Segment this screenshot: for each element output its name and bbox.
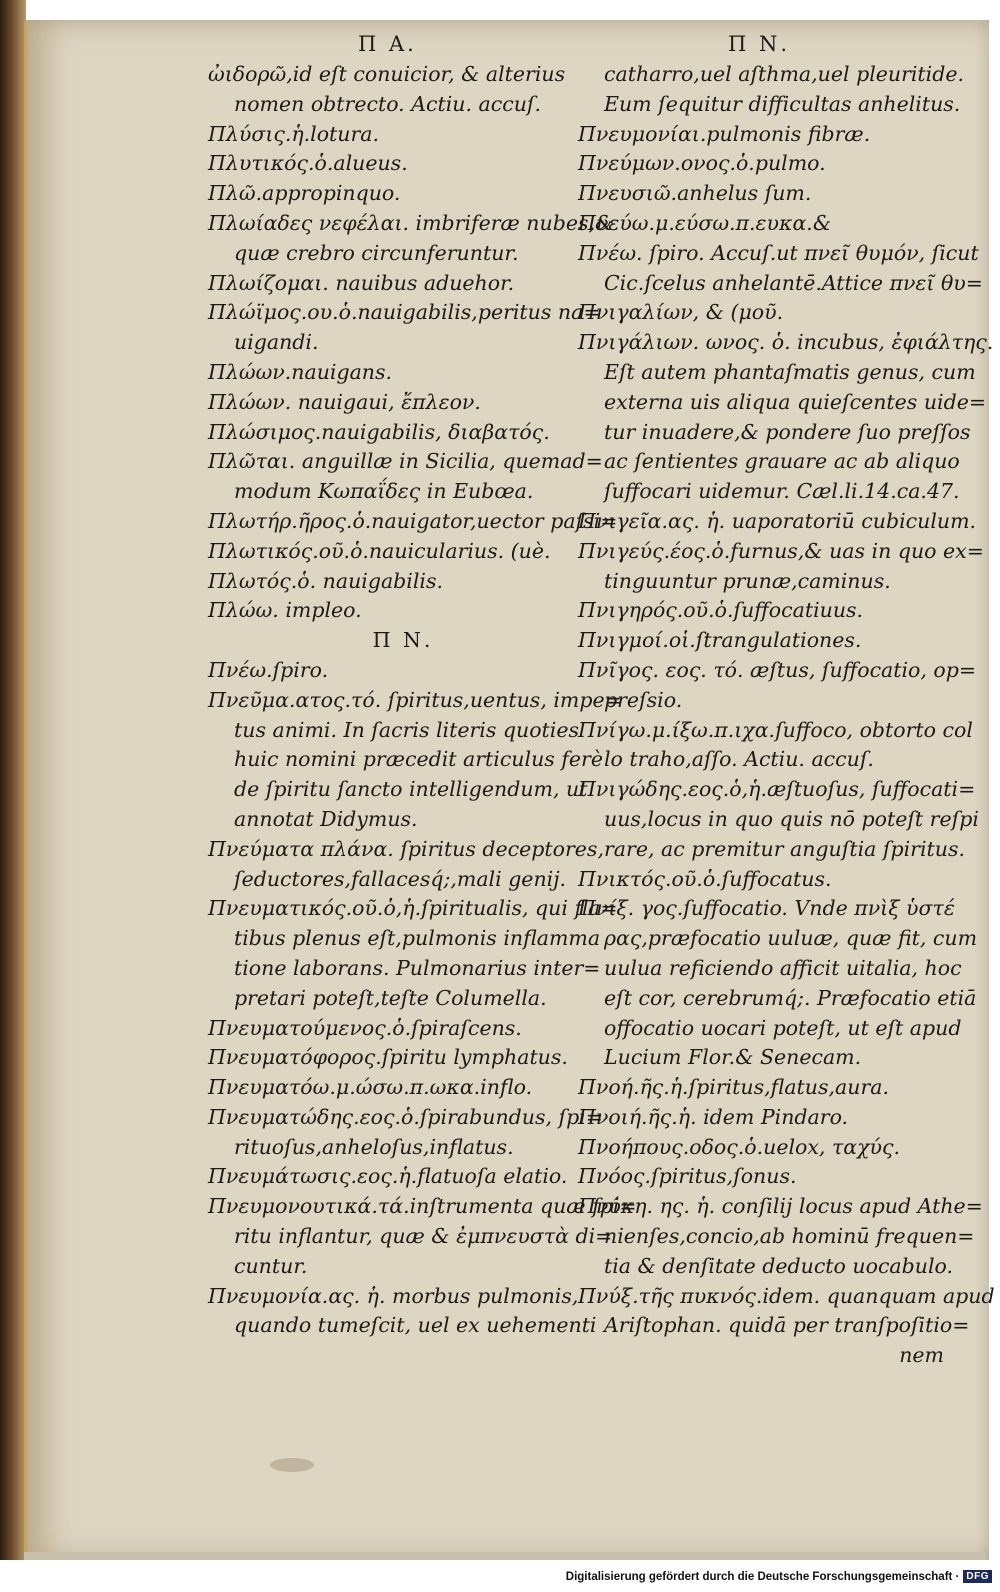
section-heading: Π Ν. [372,628,434,653]
left-column-header: Π Α. [358,32,417,56]
dictionary-line: Πλύσις.ἡ.lotura. [208,121,380,146]
page-edge [24,1552,986,1560]
dictionary-line: modum Κωπαΐδες in Eubœa. [234,479,534,504]
dictionary-line: Πνιγεῖα.ας. ἡ. uaporatoriū cubiculum. [578,508,977,533]
left-column [208,30,637,1341]
right-column-entries [578,60,995,1371]
dictionary-line: externa uis aliqua quieſcentes uide= [604,389,987,414]
right-column [578,30,995,1371]
dictionary-line: Πνιγώδης.εος.ὁ,ἡ.æſtuoſus, ſuffocati= [578,777,976,802]
dictionary-line: Πλώϊμος.ου.ὁ.nauigabilis,peritus na= [208,300,601,325]
dictionary-line: Lucium Flor.& Senecam. [604,1045,862,1070]
dictionary-line: Πνευματούμενος.ὁ.ſpiraſcens. [208,1015,522,1040]
dictionary-line: Πνῖγος. εος. τό. æſtus, ſuffocatio, op= [578,657,977,682]
dictionary-line: eſt cor, cerebrumq́;. Præfocatio etiā [604,985,977,1010]
dictionary-line: Πλώσιμος.nauigabilis, διαβατός. [208,419,550,444]
dictionary-line: tione laborans. Pulmonarius inter= [234,955,601,980]
dictionary-line: Πλωίζομαι. nauibus aduehor. [208,270,515,295]
dictionary-line: Πνευσιῶ.anhelus ſum. [578,181,812,206]
dictionary-line: tia & denſitate deducto uocabulo. [604,1253,954,1278]
dictionary-line: Cic.ſcelus anhelantē.Attice πνεῖ θυ= [604,270,983,295]
dictionary-line: Πνεύμων.ονος.ὁ.pulmo. [578,151,826,176]
dictionary-line: cuntur. [234,1253,308,1278]
dictionary-line: Πλῶ.appropinquo. [208,181,401,206]
dictionary-line: Πνεύματα πλάνα. ſpiritus deceptores, [208,836,604,861]
dictionary-line: Ariſtophan. quidā per tranſpoſitio= [604,1313,970,1338]
dictionary-line: Πλωτός.ὁ. nauigabilis. [208,568,443,593]
dictionary-line: nem [899,1343,944,1368]
dictionary-line: Πνιγηρός.οῦ.ὁ.ſuffocatiuus. [578,598,864,623]
dictionary-line: preſsio. [604,687,683,712]
dictionary-line: Πνεύω.μ.εύσω.π.ευκα.& [578,210,832,235]
dictionary-line: Πνίγω.μ.ίξω.π.ιχα.ſuffoco, obtorto col [578,717,973,742]
dictionary-line: Πλώω. impleo. [208,598,362,623]
dictionary-line: ac ſentientes grauare ac ab aliquo [604,449,960,474]
dictionary-line: Eum ſequitur difficultas anhelitus. [604,91,961,116]
dictionary-line: ſeductores,fallacesq́;,mali genij. [234,866,567,891]
dfg-logo: DFG [963,1570,992,1583]
dictionary-line: tur inuadere,& pondere ſuo preſſos [604,419,971,444]
dictionary-line: Πνοιή.ῆς.ἡ. idem Pindaro. [578,1104,849,1129]
dictionary-line: tibus plenus eſt,pulmonis inflamma [234,926,601,951]
dictionary-line: lo traho,aſſo. Actiu. accuſ. [604,747,874,772]
dictionary-line: nomen obtrecto. Actiu. accuſ. [234,91,542,116]
dictionary-line: Πλωίαδες νεφέλαι. imbriferæ nubes,& [208,210,614,235]
dictionary-line: Πνίξ. γος.ſuffocatio. Vnde πνὶξ ὑστέ [578,896,955,921]
dictionary-line: Πνευματώδης.εος.ὁ.ſpirabundus, ſpi= [208,1104,603,1129]
dictionary-line: Πλῶται. anguillæ in Sicilia, quemad= [208,449,603,474]
dictionary-line: Πνευματόφορος.ſpiritu lymphatus. [208,1045,568,1070]
dictionary-line: Πνύξ.τῆς πυκνός.idem. quanquam apud [578,1283,995,1308]
dictionary-line: annotat Didymus. [234,806,418,831]
dictionary-line: ὠιδορῶ,id eſt conuicior, & alterius [208,62,566,86]
ink-smudge [270,1458,314,1472]
dictionary-line: pretari poteſt,teſte Columella. [234,985,547,1010]
dictionary-line: Πλώων.nauigans. [208,359,393,384]
dictionary-line: rituoſus,anheloſus,inflatus. [234,1134,514,1159]
dictionary-line: quando tumeſcit, uel ex uehementi [234,1313,597,1338]
book-spine [0,0,26,1560]
dictionary-line: nienſes,concio,ab hominū frequen= [604,1224,975,1249]
dictionary-line: huic nomini præcedit articulus ferè [234,747,603,772]
dictionary-line: Πλώων. nauigaui, ἔπλεον. [208,389,481,414]
dictionary-line: uus,locus in quo quis nō poteſt reſpi [604,806,979,831]
dictionary-line: ρας,præfocatio uuluæ, quæ fit, cum [604,926,978,951]
dictionary-line: Πνέω.ſpiro. [208,657,329,682]
dictionary-line: Πλωτήρ.ῆρος.ὁ.nauigator,uector paſsi= [208,508,618,533]
dictionary-line: Πνικτός.οῦ.ὁ.ſuffocatus. [578,866,832,891]
dictionary-line: offocatio uocari poteſt, ut eſt apud [604,1015,962,1040]
dictionary-line: ſuffocari uidemur. Cæl.li.14.ca.47. [604,479,960,504]
dictionary-line: Πνευματικός.οῦ.ὁ,ἡ.ſpiritualis, qui fla= [208,896,618,921]
dictionary-line: Πνοήπους.οδος.ὁ.uelox, ταχύς. [578,1134,901,1159]
dictionary-line: uulua reficiendo afficit uitalia, hoc [604,955,962,980]
dictionary-line: Πνευμάτωσις.εος.ἡ.flatuoſa elatio. [208,1164,568,1189]
dictionary-line: Πνευματόω.μ.ώσω.π.ωκα.inflo. [208,1075,533,1100]
dictionary-line: Πνιγεύς.έος.ὁ.furnus,& uas in quo ex= [578,538,984,563]
dictionary-line: Πνιγάλιων. ωνος. ὁ. incubus, ἐφιάλτης. [578,330,994,355]
dictionary-line: quæ crebro circunferuntur. [234,240,519,265]
dictionary-line: tinguuntur prunæ,caminus. [604,568,891,593]
dictionary-line: ritu inflantur, quæ & ἐμπνευστὰ di= [234,1224,613,1249]
dictionary-line: de ſpiritu ſancto intelligendum, ut [234,777,588,802]
digitization-footer [566,1570,992,1583]
dictionary-line: Πνόος.ſpiritus,ſonus. [578,1164,797,1189]
dictionary-line: uigandi. [234,330,319,355]
dictionary-line: rare, ac premitur anguſtia ſpiritus. [604,836,965,861]
dictionary-line: Πλυτικός.ὁ.alueus. [208,151,408,176]
right-column-header: Π Ν. [728,32,791,56]
dictionary-line: Πνεῦμα.ατος.τό. ſpiritus,uentus, impe= [208,687,622,712]
dictionary-line: catharro,uel aſthma,uel pleuritide. [604,62,965,86]
dictionary-line: Πνέω. ſpiro. Accuſ.ut πνεῖ θυμόν, ſicut [578,240,979,265]
dictionary-line: tus animi. In ſacris literis quoties [234,717,579,742]
dictionary-line: Πνιγμοί.οἱ.ſtrangulationes. [578,628,862,653]
left-column-entries [208,60,637,1341]
dictionary-line: Πλωτικός.οῦ.ὁ.nauicularius. (uè. [208,538,551,563]
dictionary-line: Eſt autem phantaſmatis genus, cum [604,359,976,384]
footer-text: Digitalisierung gefördert durch die Deutsche Forschungsgemeinschaft · [565,1570,960,1583]
dictionary-line: Πνοή.ῆς.ἡ.ſpiritus,flatus,aura. [578,1075,889,1100]
dictionary-line: Πνευμονίαι.pulmonis fibræ. [578,121,871,146]
dictionary-line: Πνευμονουτικά.τά.inſtrumenta quæ ſpi= [208,1194,637,1219]
dictionary-line: Πνύκη. ης. ἡ. conſilij locus apud Athe= [578,1194,983,1219]
dictionary-line: Πνιγαλίων, & (μοῦ. [578,300,784,325]
dictionary-line: Πνευμονία.ας. ἡ. morbus pulmonis, [208,1283,579,1308]
